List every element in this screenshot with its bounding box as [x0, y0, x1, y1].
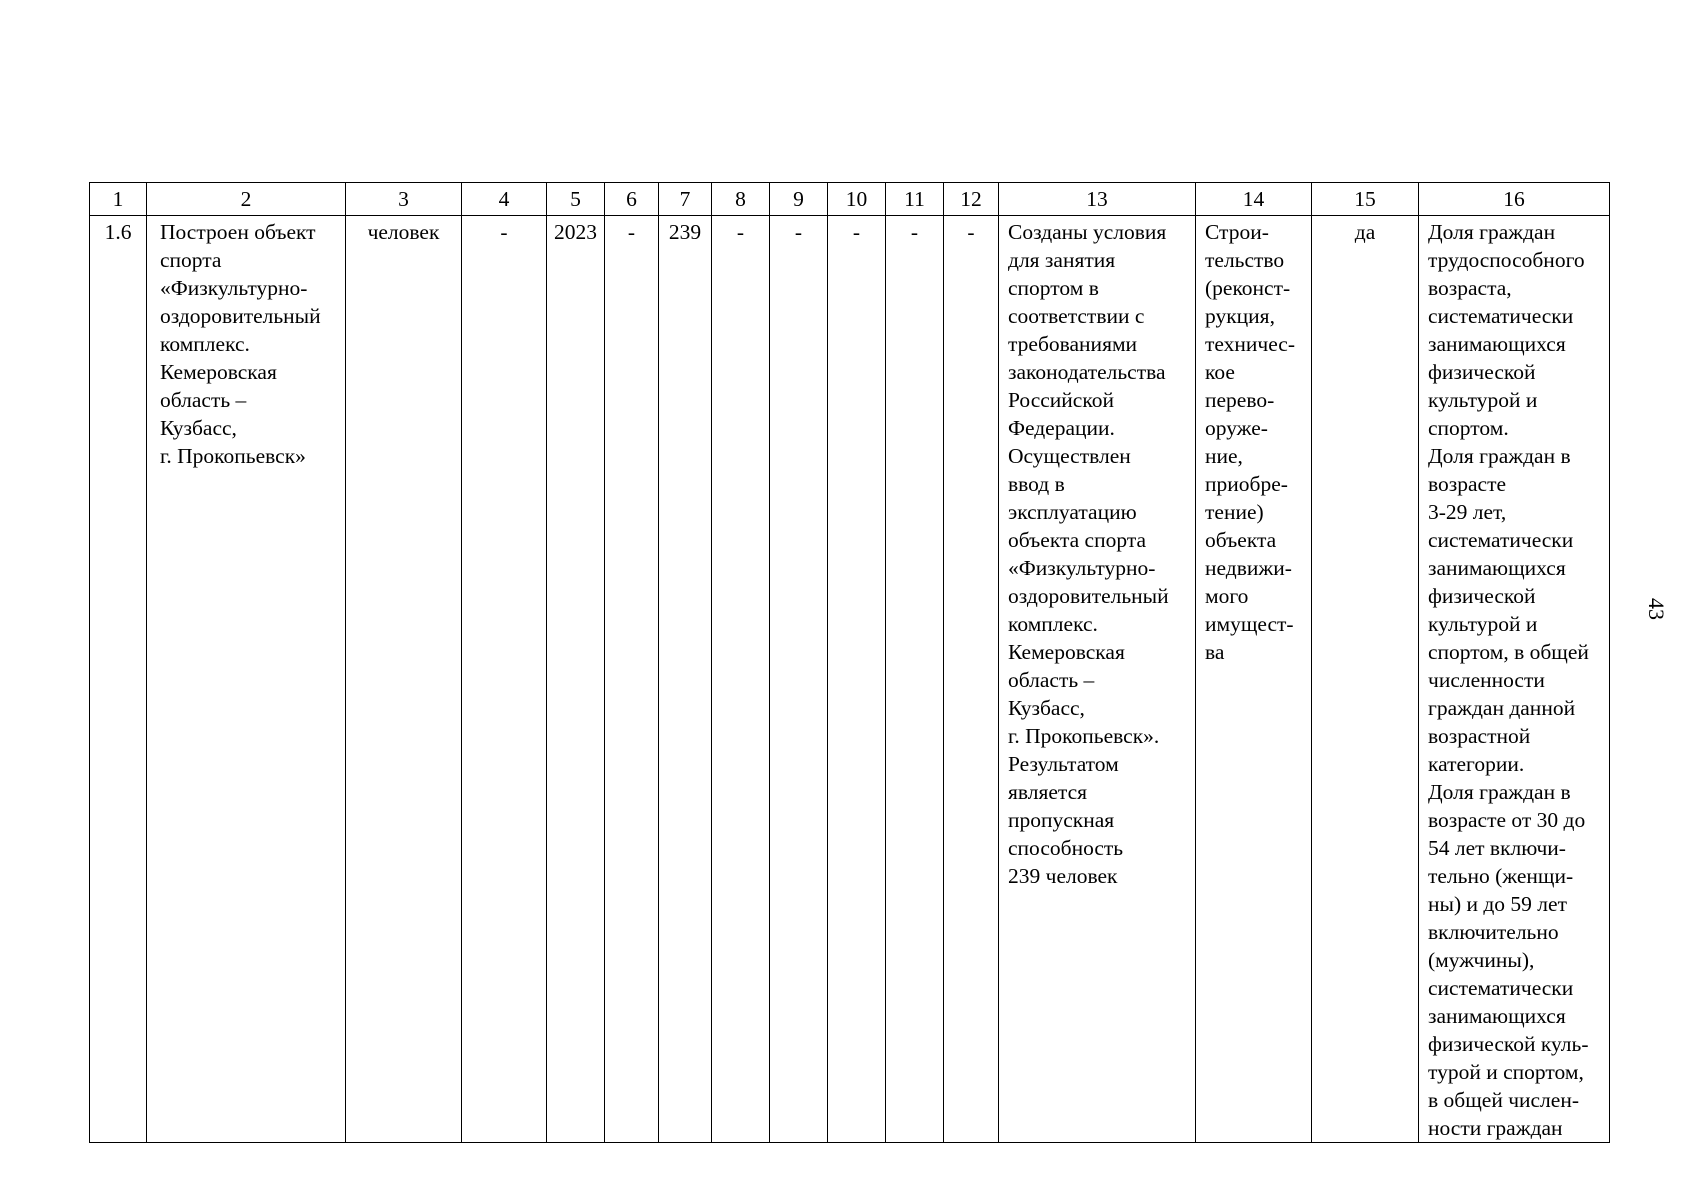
column-header: 4: [462, 183, 547, 216]
column-header: 8: [712, 183, 770, 216]
flag-cell: [1312, 216, 1419, 1143]
column-header: 1: [90, 183, 147, 216]
value-6: -: [627, 220, 636, 244]
value-8: -: [736, 220, 745, 244]
cell-4: [462, 216, 547, 1143]
cell-12: [944, 216, 999, 1143]
characteristic: Созданы условия для занятия спортом в соответствии с требованиями законодательства Российской Федерации. Осуществлен ввод в эксплуатацию объекта спорта «Физкультурно- оздоровительный комплекс. Кемеровская область – Кузбасс, г. Прокопьевск». Результатом является пропускная способность 239 человек: [1008, 220, 1169, 888]
result-name-cell: [147, 216, 346, 1143]
column-header: 11: [886, 183, 944, 216]
column-header: 2: [147, 183, 346, 216]
cell-7: [659, 216, 712, 1143]
column-header: 13: [999, 183, 1196, 216]
row-number-cell: [90, 216, 147, 1143]
column-header: 3: [346, 183, 462, 216]
column-header: 9: [770, 183, 828, 216]
characteristic-cell: [999, 216, 1196, 1143]
column-header: 16: [1419, 183, 1610, 216]
header-row: [90, 183, 1610, 216]
column-header: 6: [605, 183, 659, 216]
column-header: 14: [1196, 183, 1312, 216]
flag: да: [1354, 220, 1376, 244]
cell-6: [605, 216, 659, 1143]
column-header: 7: [659, 183, 712, 216]
unit: человек: [367, 220, 440, 244]
value-4: -: [500, 220, 508, 244]
unit-cell: [346, 216, 462, 1143]
year-cell: [547, 216, 605, 1143]
cell-11: [886, 216, 944, 1143]
indicators-cell: [1419, 216, 1610, 1143]
value-9: -: [794, 220, 803, 244]
type-cell: [1196, 216, 1312, 1143]
year: 2023: [554, 220, 597, 244]
value-7: 239: [668, 220, 702, 244]
value-12: -: [967, 220, 975, 244]
column-header: 12: [944, 183, 999, 216]
row-number: 1.6: [104, 220, 132, 244]
cell-10: [828, 216, 886, 1143]
column-header: 10: [828, 183, 886, 216]
table-row: [90, 216, 1610, 1143]
cell-9: [770, 216, 828, 1143]
result-name: Построен объект спорта «Физкультурно- оздоровительный комплекс. Кемеровская область – Кузбасс, г. Прокопьевск»: [160, 220, 321, 468]
value-11: -: [910, 220, 919, 244]
value-10: -: [852, 220, 861, 244]
indicators: Доля граждан трудоспособного возраста, систематически занимающихся физической культурой и спортом. Доля граждан в возрасте 3-29 лет, систематически занимающихся физической культурой и спортом, в общей численности граждан данной возрастной категории. Доля граждан в возрасте от 30 до 54 лет включи- тельно (женщи- ны) и до 59 лет включительно (мужчины), систематически занимающихся физической куль- турой и спортом, в общей числен- ности граждан: [1428, 220, 1589, 1140]
data-table: [89, 182, 1610, 1143]
page-number: 43: [1644, 598, 1669, 620]
column-header: 5: [547, 183, 605, 216]
column-header: 15: [1312, 183, 1419, 216]
type: Строи- тельство (реконст- рукция, техничес- кое перево- оруже- ние, приобре- тение) объекта недвижи- мого имущест- ва: [1205, 220, 1296, 664]
cell-8: [712, 216, 770, 1143]
